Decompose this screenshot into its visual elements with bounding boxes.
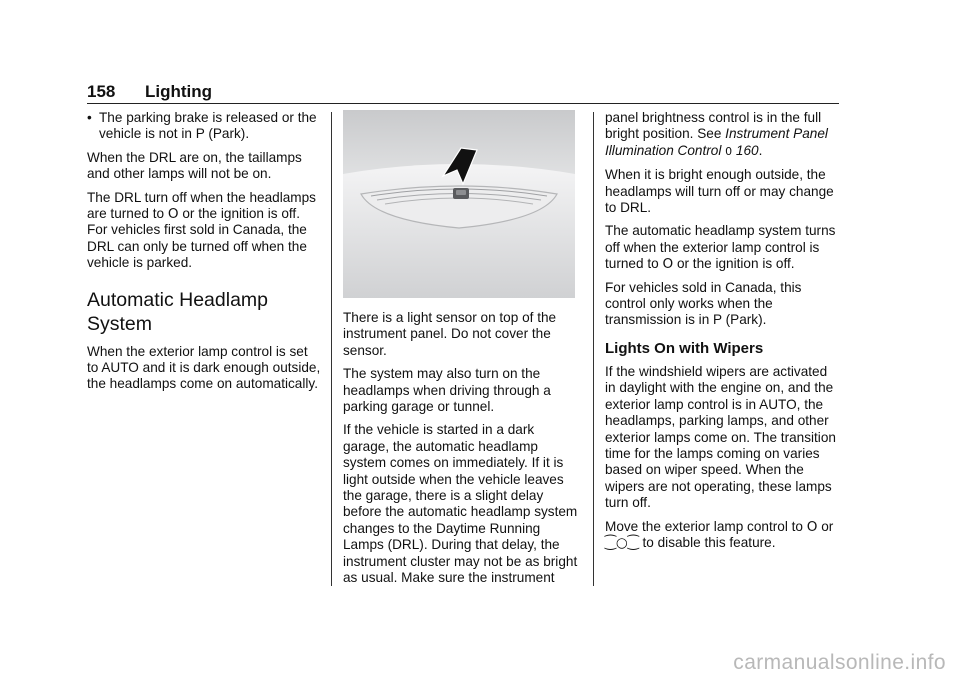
page-reference-icon: 0 (725, 144, 733, 158)
watermark: carmanualsonline.info (733, 651, 946, 674)
drl-turn-off-text (87, 190, 321, 272)
drl-turn-off-text-a: The DRL turn off when the headlamps are turned to (87, 189, 316, 222)
light-sensor-lens (456, 190, 466, 195)
auto-off-text-a: The automatic headlamp system turns off when the exterior lamp control is turned to (605, 223, 836, 272)
wipers-text: If the windshield wipers are activated in daylight with the engine on, and the exterior lamp control is in AUTO, the headlamps, parking lamps, and other exterior lamps come on. The transition time for the lamps coming on varies based on wiper speed. When the wipers are not operating, these lamps turn off. (605, 363, 836, 511)
auto-off-text-b: or the ignition is off. (676, 256, 795, 272)
disable-text-c: to disable this feature. (642, 534, 776, 550)
bullet-mark: • (87, 110, 92, 125)
bullet-item (87, 110, 321, 143)
auto-headlamp-text: When the exterior lamp control is set to AUTO and it is dark enough outside, the headlamps come on automatically. (87, 343, 321, 392)
brightness-text-a: panel brightness control is in the full bright position. See (605, 110, 822, 142)
bullet-text: The parking brake is released or the vehicle is not in P (Park). (99, 110, 317, 142)
heading-line-2: System (87, 312, 153, 335)
light-sensor-illustration (343, 110, 575, 298)
page-number: 158 (87, 82, 116, 101)
dark-garage-text: If the vehicle is started in a dark garage, the automatic headlamp system comes on immediately. If it is light outside when the vehicle leaves the garage, there is a slight delay before the automatic headlamp system changes to the Daytime Running Lamps (DRL). During that delay, the instrument cluster may not be as bright as usual. Make sure the instrument (343, 422, 578, 586)
instrument-panel-reference-link[interactable]: Instrument Panel Illumination Control (605, 126, 828, 158)
brightness-control-text (605, 110, 841, 160)
column-divider-right (593, 112, 594, 586)
canada-control-text: For vehicles sold in Canada, this control only works when the transmission is in P (Park). (605, 279, 802, 328)
disable-text-a: Move the exterior lamp control to (605, 518, 803, 534)
column-right (605, 110, 841, 558)
drl-taillamps-text: When the DRL are on, the taillamps and other lamps will not be on. (87, 149, 302, 182)
disable-feature-text (605, 519, 841, 552)
light-sensor-text: There is a light sensor on top of the instrument panel. Do not cover the sensor. (343, 310, 557, 358)
reference-page-number[interactable]: 160 (735, 142, 759, 158)
heading-automatic-headlamp (87, 288, 321, 336)
bright-outside-text: When it is bright enough outside, the headlamps will turn off or may change to DRL. (605, 167, 834, 216)
page-header (87, 82, 839, 104)
brightness-text-end: . (758, 142, 763, 158)
column-divider-left (331, 112, 332, 586)
drl-turn-off-text-b: or the ignition is off. For vehicles first sold in Canada, the DRL can only be turned off when the vehicle is parked. (87, 206, 307, 271)
dashboard-top (343, 164, 575, 298)
disable-text-b: or (821, 518, 834, 534)
off-symbol-icon: O (662, 256, 674, 273)
section-title: Lighting (145, 82, 213, 101)
parking-lamps-icon: ⁐○⁐ (605, 534, 639, 551)
off-symbol-icon: O (167, 206, 179, 223)
auto-system-off-text (605, 223, 841, 272)
column-middle (343, 110, 581, 594)
garage-tunnel-text: The system may also turn on the headlamps when driving through a parking garage or tunnel. (343, 366, 551, 415)
off-symbol-icon: O (806, 518, 818, 535)
heading-line-1: Automatic Headlamp (87, 288, 269, 311)
heading-lights-on-wipers: Lights On with Wipers (605, 339, 764, 357)
header-rule (87, 103, 839, 104)
column-left (87, 110, 321, 400)
